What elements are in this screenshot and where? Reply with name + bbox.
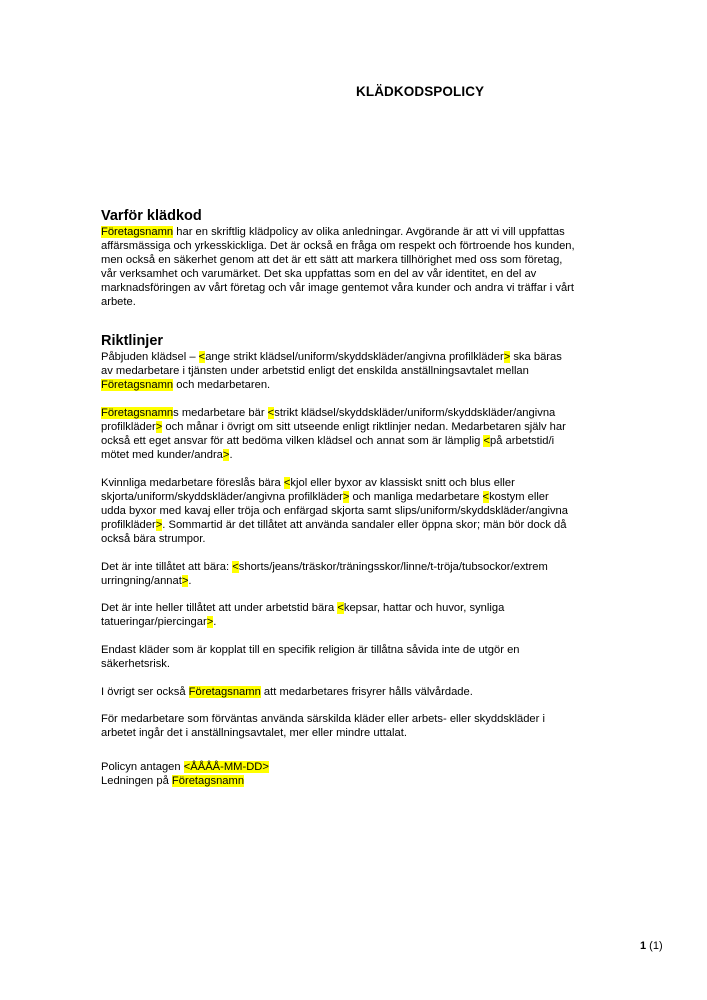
placeholder-highlight: < <box>337 602 344 615</box>
text-line <box>101 281 621 295</box>
section-why-dress-code <box>101 208 621 310</box>
adopted-line <box>101 760 621 774</box>
text-run: . <box>213 616 217 629</box>
text-line <box>101 490 621 504</box>
text-run: I övrigt ser också <box>101 685 189 698</box>
adopted-date-placeholder: <ÅÅÅÅ-MM-DD> <box>183 761 269 773</box>
text-line <box>101 712 621 726</box>
text-run: För medarbetare som förväntas använda särskilda kläder eller arbets- eller skyddskläder i <box>101 713 545 726</box>
text-run: kostym eller <box>489 490 549 503</box>
placeholder-highlight: > <box>222 449 230 462</box>
text-line <box>101 560 621 574</box>
text-run: skjorta/uniform/skyddskläder/angivna profilkläder <box>101 490 343 503</box>
text-run: mötet med kunder/andra <box>101 449 223 462</box>
text-run: av medarbetare i tjänsten under arbetstid enligt det enskilda anställningsavtalet mellan <box>101 365 529 378</box>
placeholder-highlight: < <box>283 476 291 489</box>
text-run: men också en säkerhet genom att det är ett sätt att markera tillhörighet med oss som företag, <box>101 254 563 267</box>
text-line <box>101 518 621 532</box>
paragraph <box>101 350 621 392</box>
text-run: har en skriftlig klädpolicy av olika anledningar. Avgörande är att vi vill uppfattas <box>173 226 565 238</box>
text-run: och medarbetaren. <box>173 379 271 392</box>
text-run: säkerhetsrisk. <box>101 658 171 671</box>
text-run: Det är inte heller tillåtet att under arbetstid bära <box>101 602 338 615</box>
placeholder-highlight: < <box>483 434 490 447</box>
text-run: affärsmässiga och yrkesskickliga. Det är också en fråga om respekt och förtroende hos kunden, <box>101 240 575 253</box>
text-line <box>101 420 621 434</box>
text-line <box>101 532 621 546</box>
text-run: tatueringar/piercingar <box>101 616 207 629</box>
text-line <box>101 643 621 657</box>
text-line <box>101 615 621 629</box>
paragraph <box>101 476 621 546</box>
text-line <box>101 685 621 699</box>
text-line <box>101 225 621 239</box>
text-run: urringning/annat <box>101 574 182 587</box>
text-line <box>101 350 621 364</box>
text-line <box>101 657 621 671</box>
placeholder-highlight: Företagsnamn <box>188 685 261 698</box>
placeholder-highlight: < <box>482 490 490 503</box>
text-line <box>101 448 621 462</box>
placeholder-highlight: > <box>342 490 350 503</box>
text-run: vår verksamhet och varumärket. Det ska uppfattas som en del av vår identitet, en del av <box>101 268 537 281</box>
section-heading: Riktlinjer <box>101 333 164 349</box>
text-run: udda byxor med kavaj eller tröja och enfärgad skjorta samt slips/uniform/skyddskläder/angivna <box>101 504 568 517</box>
text-line <box>101 504 621 518</box>
placeholder-highlight: Företagsnamn <box>101 406 174 419</box>
text-line <box>101 253 621 267</box>
text-run: . <box>229 449 233 462</box>
text-run: arbete. <box>101 296 136 309</box>
text-line <box>101 601 621 615</box>
text-run: Det är inte tillåtet att bära: <box>101 560 233 573</box>
text-run: s medarbetare bär <box>173 406 268 419</box>
paragraph <box>101 225 621 310</box>
adopted-label: Policyn antagen <box>101 761 184 773</box>
text-line <box>101 378 621 392</box>
text-line <box>101 574 621 588</box>
text-line <box>101 267 621 281</box>
text-run: och månar i övrigt om sitt utseende enligt riktlinjer nedan. Medarbetaren själv har <box>162 420 566 433</box>
text-run: också bära strumpor. <box>101 533 206 546</box>
text-line <box>101 239 621 253</box>
paragraph <box>101 685 621 699</box>
paragraph <box>101 560 621 588</box>
paragraph <box>101 643 621 671</box>
text-run: kjol eller byxor av klassiskt snitt och blus eller <box>290 476 515 489</box>
current-page: 1 <box>640 940 647 952</box>
text-run: . <box>188 574 192 587</box>
text-run: shorts/jeans/träskor/träningsskor/linne/t-tröja/tubsockor/extrem <box>238 560 548 573</box>
text-run: Påbjuden klädsel – <box>101 351 199 363</box>
text-run: ska bäras <box>510 351 562 363</box>
text-run: Endast kläder som är kopplat till en specifik religion är tillåtna såvida inte de utgör en <box>101 644 520 656</box>
text-run: strikt klädsel/skyddskläder/uniform/skyddskläder/angivna <box>274 406 556 419</box>
paragraph <box>101 601 621 629</box>
section-body <box>101 350 621 740</box>
paragraph <box>101 712 621 740</box>
signature-block <box>101 760 621 788</box>
section-guidelines <box>101 333 621 740</box>
placeholder-highlight: < <box>267 406 275 419</box>
total-pages: (1) <box>646 940 663 952</box>
text-line <box>101 406 621 420</box>
text-run: och manliga medarbetare <box>349 490 483 503</box>
document-title: KLÄDKODSPOLICY <box>356 84 485 99</box>
section-heading: Varför klädkod <box>101 208 202 224</box>
text-run: kepsar, hattar och huvor, synliga <box>343 602 505 615</box>
placeholder-highlight: > <box>181 574 189 587</box>
placeholder-highlight: > <box>155 518 163 531</box>
text-run: arbetet ingår det i anställningsavtalet, mer eller mindre uttalat. <box>101 727 407 740</box>
text-line <box>101 726 621 740</box>
management-line <box>101 774 621 788</box>
text-run: ange strikt klädsel/uniform/skyddskläder/angivna profilkläder <box>205 351 504 363</box>
company-name-placeholder: Företagsnamn <box>171 775 245 788</box>
placeholder-highlight: > <box>503 351 511 363</box>
section-body <box>101 225 621 310</box>
text-run: på arbetstid/i <box>490 434 555 447</box>
placeholder-highlight: < <box>198 351 206 363</box>
text-line <box>101 364 621 378</box>
placeholder-highlight: Företagsnamn <box>101 379 174 392</box>
placeholder-highlight: > <box>155 420 163 433</box>
placeholder-highlight: Företagsnamn <box>101 226 174 238</box>
text-line <box>101 476 621 490</box>
text-line <box>101 295 621 309</box>
text-run: att medarbetares frisyrer hålls välvårdade. <box>260 685 473 698</box>
text-run: Kvinnliga medarbetare föreslås bära <box>101 476 284 489</box>
placeholder-highlight: < <box>232 560 239 573</box>
text-run: . Sommartid är det tillåtet att använda sandaler eller öppna skor; män bör dock då <box>162 518 567 531</box>
page-number <box>640 940 663 952</box>
text-run: marknadsföringen av vårt företag och vår image gentemot våra kunder och andra vi träffar i vårt <box>101 282 575 295</box>
placeholder-highlight: > <box>206 616 214 629</box>
management-label: Ledningen på <box>101 775 172 788</box>
text-line <box>101 434 621 448</box>
text-run: profilkläder <box>101 420 156 433</box>
text-run: profilkläder <box>101 518 156 531</box>
text-run: också ett eget ansvar för att bedöma vilken klädsel och annat som är lämplig <box>101 434 484 447</box>
paragraph <box>101 406 621 462</box>
